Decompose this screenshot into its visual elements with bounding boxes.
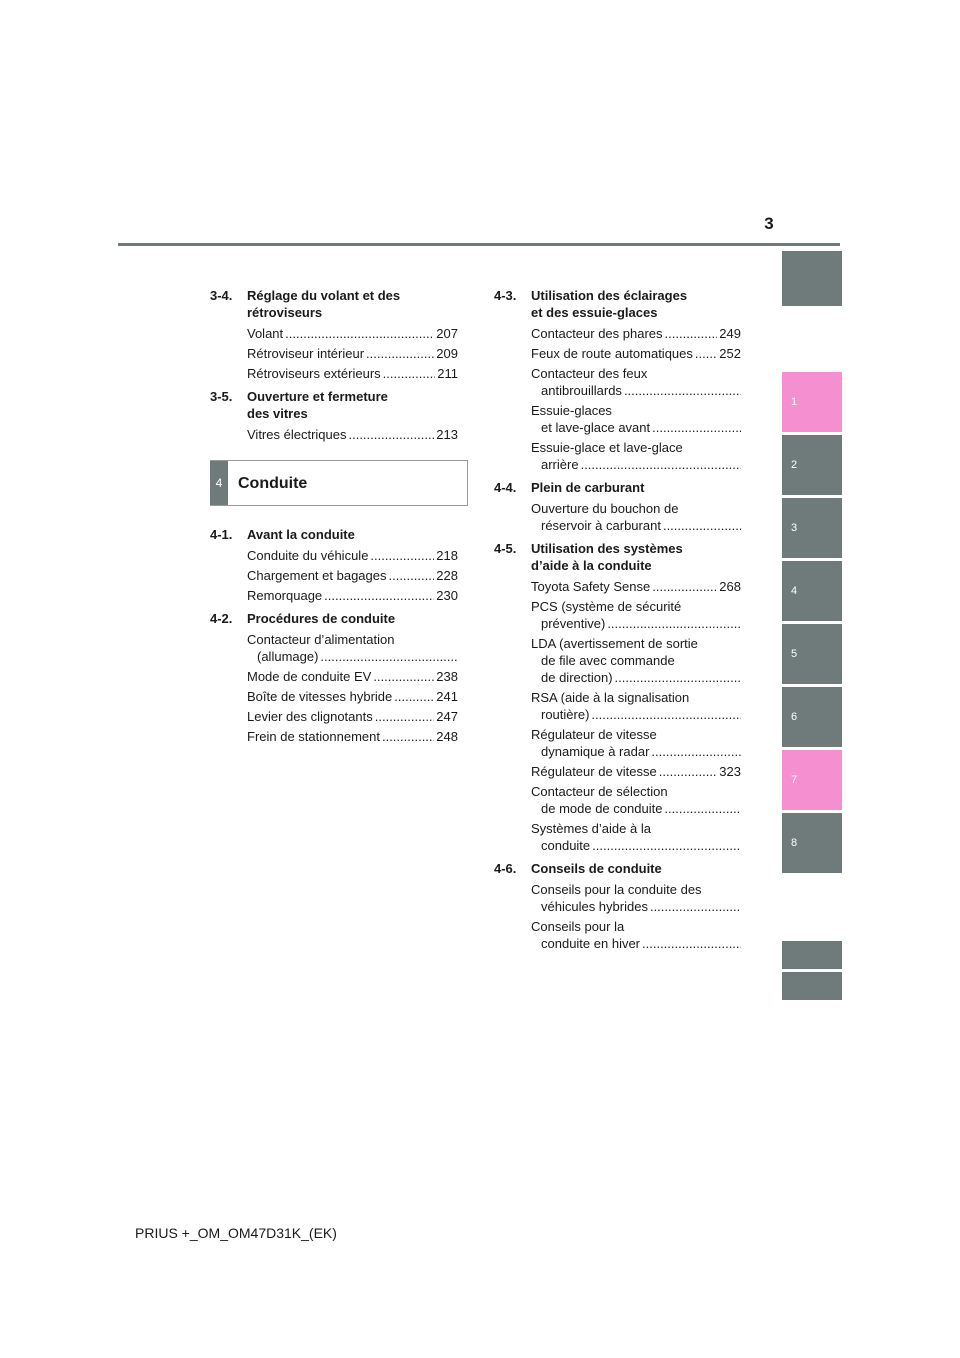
toc-entry-link[interactable] (247, 708, 458, 725)
entry-text (247, 587, 458, 604)
page-reference: 247 (436, 709, 458, 724)
dot-leader (650, 899, 741, 914)
section-title-line: Utilisation des éclairages (531, 288, 688, 303)
entry-leader-line (531, 456, 741, 473)
section-heading (494, 860, 741, 877)
side-tab-2[interactable] (782, 435, 842, 495)
section-number: 4-4. (494, 480, 517, 495)
page-reference: 218 (436, 548, 458, 563)
toc-section (494, 479, 741, 534)
dot-leader (375, 708, 435, 725)
page-number: 3 (764, 214, 774, 233)
toc-section (210, 388, 458, 443)
section-title-line: Réglage du volant et des (247, 288, 401, 303)
entry-text-line: de direction) (541, 670, 613, 685)
page-reference: 207 (436, 326, 458, 341)
entry-text-line: réservoir à carburant (541, 518, 661, 533)
entry-text (247, 728, 458, 745)
section-title (247, 610, 458, 627)
side-tab-blank-bottom-2[interactable] (782, 972, 842, 1000)
entry-text-line: Régulateur de vitesse (531, 727, 657, 742)
toc-right-column (494, 287, 741, 958)
toc-entry-link[interactable] (531, 598, 741, 632)
entry-text-line: antibrouillards (541, 383, 622, 398)
section-title-line: Ouverture et fermeture (247, 389, 388, 404)
entry-text (531, 325, 741, 342)
entry-leader-line (531, 669, 741, 686)
section-number: 4-1. (210, 527, 233, 542)
toc-entry-link[interactable] (531, 726, 741, 760)
entry-leader-line (531, 615, 741, 632)
entry-text-line: Frein de stationnement (247, 729, 380, 744)
side-tab-label: 7 (791, 774, 798, 786)
entry-text-line: Contacteur des phares (531, 326, 663, 341)
section-heading (210, 287, 458, 321)
page-reference: 211 (437, 366, 458, 381)
entry-text (531, 689, 741, 723)
entry-text-line: Systèmes d’aide à la (531, 821, 651, 836)
section-title-line: d’aide à la conduite (531, 558, 652, 573)
dot-leader (394, 688, 434, 705)
entry-text (247, 631, 458, 665)
entry-text-line: Conduite du véhicule (247, 548, 369, 563)
toc-entry-link[interactable] (247, 631, 458, 665)
chapter-heading (210, 460, 468, 506)
page-reference: 252 (719, 346, 741, 361)
toc-entry-link[interactable] (531, 820, 741, 854)
side-tab-1[interactable] (782, 372, 842, 432)
entry-text (531, 439, 741, 473)
dot-leader (320, 649, 458, 664)
dot-leader (615, 670, 741, 685)
toc-entry-link[interactable] (247, 547, 458, 564)
side-tab-label: 8 (791, 837, 798, 849)
dot-leader (324, 587, 434, 604)
entry-leader-line (247, 547, 458, 564)
entry-text-line: LDA (avertissement de sortie (531, 636, 698, 651)
section-heading (494, 287, 741, 321)
entry-text-line: Rétroviseur intérieur (247, 346, 365, 361)
entry-leader-line (247, 365, 458, 382)
toc-entry-link[interactable] (247, 688, 458, 705)
entry-text-line: Contacteur de sélection (531, 784, 668, 799)
entry-leader-line (247, 688, 458, 705)
page-reference: 323 (719, 764, 741, 779)
page-reference: 230 (436, 588, 458, 603)
dot-leader (581, 457, 741, 472)
entry-text (247, 668, 458, 685)
toc-entry-link[interactable] (531, 325, 741, 342)
dot-leader (591, 707, 741, 722)
dot-leader (663, 518, 741, 533)
entry-leader-line (531, 898, 741, 915)
entry-leader-line (531, 743, 741, 760)
toc-entry-link[interactable] (247, 345, 458, 362)
toc-entry-link[interactable] (531, 783, 741, 817)
toc-entry-link[interactable] (531, 578, 741, 595)
dot-leader (373, 668, 434, 685)
entry-leader-line (247, 648, 458, 665)
entry-text-line: Levier des clignotants (247, 709, 373, 724)
toc-entry-link[interactable] (247, 365, 458, 382)
dot-leader (659, 763, 718, 780)
entry-text (247, 345, 458, 362)
entry-text-line: Toyota Safety Sense (531, 579, 651, 594)
section-title (247, 388, 458, 422)
section-number: 4-2. (210, 611, 233, 626)
section-title (531, 287, 741, 321)
entry-leader-line (531, 800, 741, 817)
entry-text-line: Conseils pour la (531, 919, 625, 934)
entry-text (531, 500, 741, 534)
entry-text (247, 688, 458, 705)
entry-text-line: de mode de conduite (541, 801, 663, 816)
entry-text-line: Régulateur de vitesse (531, 764, 657, 779)
dot-leader (652, 578, 717, 595)
dot-leader (366, 345, 434, 362)
toc-entry-link[interactable] (531, 500, 741, 534)
entry-text-line: PCS (système de sécurité (531, 599, 682, 614)
toc-section (210, 287, 458, 382)
section-title-line: Avant la conduite (247, 527, 355, 542)
side-tab-8[interactable] (782, 813, 842, 873)
toc-entry-link[interactable] (247, 325, 458, 342)
dot-leader (624, 383, 741, 398)
page-reference: 249 (719, 326, 741, 341)
page-reference: 228 (436, 568, 458, 583)
entry-text-line: (allumage) (257, 649, 319, 664)
dot-leader (695, 345, 717, 362)
entry-text (247, 365, 458, 382)
entry-text (247, 547, 458, 564)
toc-entry-link[interactable] (531, 402, 741, 436)
header-rule (118, 243, 840, 246)
side-tab-label: 1 (791, 396, 798, 408)
entry-text-line: Essuie-glace et lave-glace (531, 440, 683, 455)
section-title (247, 526, 458, 543)
dot-leader (285, 325, 434, 342)
section-heading (210, 388, 458, 422)
entry-text-line: dynamique à radar (541, 744, 650, 759)
entry-text-line: conduite (541, 838, 591, 853)
entry-leader-line (531, 517, 741, 534)
entry-text-line: Remorquage (247, 588, 323, 603)
entry-leader-line (247, 325, 458, 342)
chapter-title: Conduite (238, 474, 308, 492)
side-tab-label: 2 (791, 459, 798, 471)
toc-entry-link[interactable] (247, 587, 458, 604)
entry-leader-line (531, 325, 741, 342)
section-title-line: des vitres (247, 406, 308, 421)
section-heading (494, 479, 741, 496)
entry-text (531, 345, 741, 362)
side-tab-blank-top[interactable] (782, 251, 842, 306)
entry-text (531, 365, 741, 399)
entry-text (531, 635, 741, 686)
section-title-line: et des essuie-glaces (531, 305, 658, 320)
section-title-line: Conseils de conduite (531, 861, 662, 876)
entry-leader-line (531, 578, 741, 595)
side-tab-label: 3 (791, 522, 798, 534)
side-tab-7[interactable] (782, 750, 842, 810)
dot-leader (388, 567, 434, 584)
toc-entry-link[interactable] (531, 763, 741, 780)
entry-text-line: RSA (aide à la signalisation (531, 690, 690, 705)
entry-text-line: arrière (541, 457, 579, 472)
entry-text-line: Rétroviseurs extérieurs (247, 366, 381, 381)
section-title-line: Plein de carburant (531, 480, 645, 495)
entry-text (531, 918, 741, 952)
entry-leader-line (247, 567, 458, 584)
dot-leader (651, 744, 741, 759)
entry-leader-line (531, 419, 741, 436)
page-reference: 213 (436, 427, 458, 442)
section-heading (210, 610, 458, 627)
toc-left-column (210, 287, 458, 751)
entry-leader-line (531, 382, 741, 399)
entry-text (531, 578, 741, 595)
entry-text (247, 426, 458, 443)
side-tab-4[interactable] (782, 561, 842, 621)
entry-text-line: Contacteur d’alimentation (247, 632, 395, 647)
entry-text (531, 881, 741, 915)
side-tab-3[interactable] (782, 498, 842, 558)
toc-section (210, 610, 458, 745)
side-tab-label: 6 (791, 711, 798, 723)
section-number: 4-6. (494, 861, 517, 876)
dot-leader (664, 801, 741, 816)
side-tab-5[interactable] (782, 624, 842, 684)
section-title (531, 479, 741, 496)
entry-text-line: Vitres électriques (247, 427, 347, 442)
toc-section (494, 860, 741, 952)
dot-leader (607, 616, 741, 631)
dot-leader (652, 420, 741, 435)
entry-leader-line (531, 763, 741, 780)
entry-leader-line (531, 706, 741, 723)
toc-entry-link[interactable] (531, 439, 741, 473)
footer-document-code: PRIUS +_OM_OM47D31K_(EK) (135, 1225, 337, 1241)
entry-text-line: Conseils pour la conduite des (531, 882, 702, 897)
section-title (531, 860, 741, 877)
toc-entry-link[interactable] (247, 426, 458, 443)
entry-text-line: Mode de conduite EV (247, 669, 372, 684)
toc-section (210, 526, 458, 604)
dot-leader (382, 728, 434, 745)
entry-text-line: Boîte de vitesses hybride (247, 689, 393, 704)
entry-text-line: Chargement et bagages (247, 568, 387, 583)
toc-entry-link[interactable] (531, 635, 741, 686)
toc-entry-link[interactable] (247, 668, 458, 685)
entry-text-line: préventive) (541, 616, 606, 631)
dot-leader (348, 426, 434, 443)
entry-leader-line (531, 345, 741, 362)
section-heading (494, 540, 741, 574)
entry-text-line: Contacteur des feux (531, 366, 648, 381)
entry-text-line: Volant (247, 326, 284, 341)
entry-text (531, 820, 741, 854)
entry-leader-line (247, 708, 458, 725)
entry-text (247, 708, 458, 725)
section-number: 4-5. (494, 541, 517, 556)
entry-text (531, 402, 741, 436)
entry-leader-line (531, 935, 741, 952)
toc-entry-link[interactable] (531, 689, 741, 723)
section-title (247, 287, 458, 321)
section-title (531, 540, 741, 574)
dot-leader (383, 365, 436, 382)
entry-text (531, 598, 741, 632)
entry-text (531, 763, 741, 780)
dot-leader (370, 547, 434, 564)
toc-entry-link[interactable] (531, 345, 741, 362)
toc-section (494, 540, 741, 854)
entry-text (531, 726, 741, 760)
section-title-line: Procédures de conduite (247, 611, 396, 626)
entry-leader-line (531, 837, 741, 854)
dot-leader (665, 325, 718, 342)
entry-leader-line (247, 426, 458, 443)
entry-text-line: conduite en hiver (541, 936, 641, 951)
dot-leader (592, 838, 741, 853)
page-reference: 268 (719, 579, 741, 594)
entry-leader-line (247, 587, 458, 604)
section-heading (210, 526, 458, 543)
entry-text-line: Essuie-glaces (531, 403, 612, 418)
side-tab-label: 5 (791, 648, 798, 660)
entry-text-line: véhicules hybrides (541, 899, 648, 914)
section-title-line: Utilisation des systèmes (531, 541, 683, 556)
dot-leader (642, 936, 741, 951)
entry-leader-line (247, 728, 458, 745)
toc-entry-link[interactable] (247, 728, 458, 745)
section-number: 3-5. (210, 389, 233, 404)
entry-leader-line (247, 345, 458, 362)
entry-text (531, 783, 741, 817)
chapter-number: 4 (210, 461, 228, 505)
section-number: 3-4. (210, 288, 233, 303)
toc-section (494, 287, 741, 473)
page-reference: 209 (436, 346, 458, 361)
entry-text-line: de file avec commande (541, 653, 675, 668)
side-tab-blank-bottom-1[interactable] (782, 941, 842, 969)
toc-entry-link[interactable] (531, 881, 741, 915)
entry-text-line: Feux de route automatiques (531, 346, 693, 361)
entry-text-line: Ouverture du bouchon de (531, 501, 679, 516)
entry-text-line: et lave-glace avant (541, 420, 651, 435)
page-reference: 238 (436, 669, 458, 684)
section-number: 4-3. (494, 288, 517, 303)
entry-text (247, 325, 458, 342)
page-reference: 248 (436, 729, 458, 744)
toc-entry-link[interactable] (247, 567, 458, 584)
section-title-line: rétroviseurs (247, 305, 323, 320)
toc-entry-link[interactable] (531, 365, 741, 399)
side-tab-6[interactable] (782, 687, 842, 747)
entry-leader-line (247, 668, 458, 685)
side-tab-label: 4 (791, 585, 798, 597)
page-reference: 241 (436, 689, 458, 704)
entry-text-line: routière) (541, 707, 590, 722)
toc-entry-link[interactable] (531, 918, 741, 952)
entry-text (247, 567, 458, 584)
